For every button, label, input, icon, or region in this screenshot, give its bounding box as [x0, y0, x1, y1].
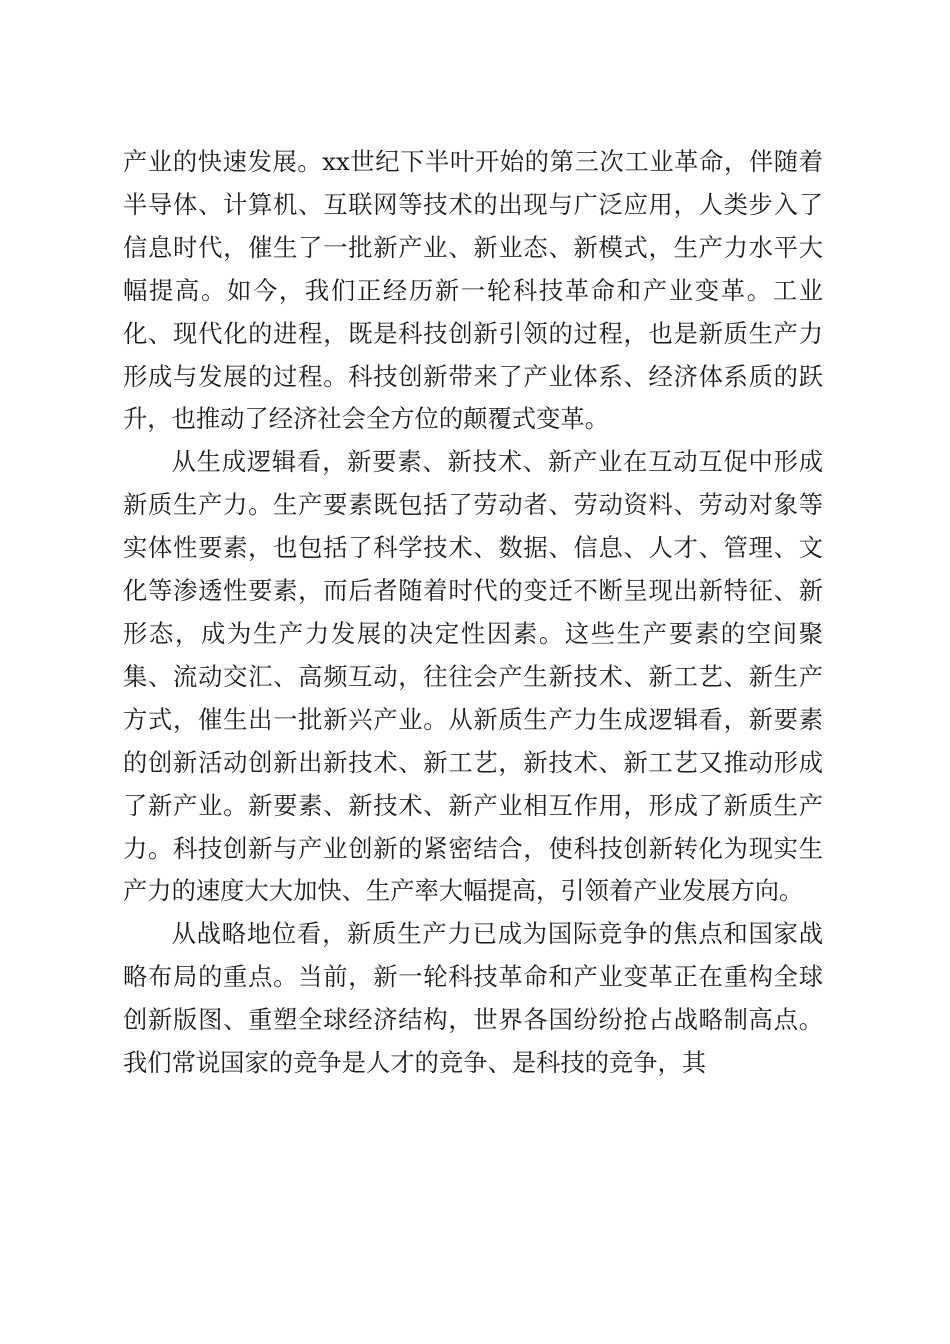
- paragraph-strategic-position: 从战略地位看，新质生产力已成为国际竞争的焦点和国家战略布局的重点。当前，新一轮科技革命和产业变革正在重构全球创新版图、重塑全球经济结构，世界各国纷纷抢占战略制高点。我们常说国家的竞争是人才的竞争、是科技的竞争，其: [123, 919, 823, 1078]
- paragraph-generation-logic: 从生成逻辑看，新要素、新技术、新产业在互动互促中形成新质生产力。生产要素既包括了劳动者、劳动资料、劳动对象等实体性要素，也包括了科学技术、数据、信息、人才、管理、文化等渗透性要素，而后者随着时代的变迁不断呈现出新特征、新形态，成为生产力发展的决定性因素。这些生产要素的空间聚集、流动交汇、高频互动，往往会产生新技术、新工艺、新生产方式，催生出一批新兴产业。从新质生产力生成逻辑看，新要素的创新活动创新出新技术、新工艺，新技术、新工艺又推动形成了新产业。新要素、新技术、新产业相互作用，形成了新质生产力。科技创新与产业创新的紧密结合，使科技创新转化为现实生产力的速度大大加快、生产率大幅提高，引领着产业发展方向。: [123, 447, 823, 906]
- document-body: [123, 141, 823, 1085]
- paragraph-continuation: 产业的快速发展。xx世纪下半叶开始的第三次工业革命，伴随着半导体、计算机、互联网等技术的出现与广泛应用，人类步入了信息时代，催生了一批新产业、新业态、新模式，生产力水平大幅提高。如今，我们正经历新一轮科技革命和产业变革。工业化、现代化的进程，既是科技创新引领的过程，也是新质生产力形成与发展的过程。科技创新带来了产业体系、经济体系质的跃升，也推动了经济社会全方位的颠覆式变革。: [123, 147, 823, 434]
